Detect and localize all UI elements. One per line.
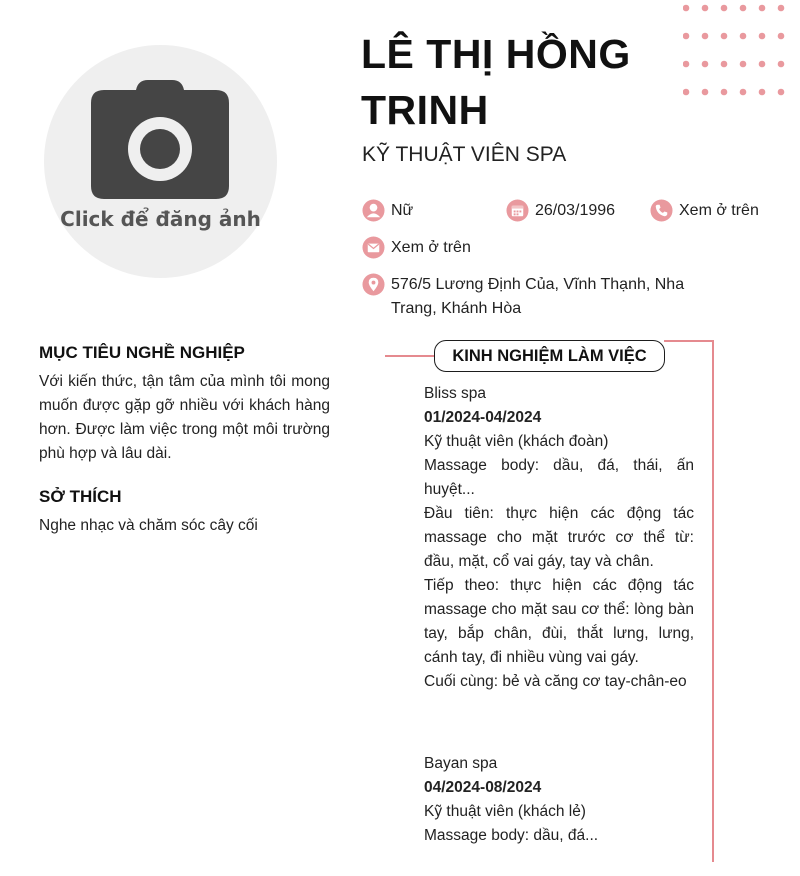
divider-line [664,340,714,342]
job-description-line: Tiếp theo: thực hiện các động tác massage cho mặt sau cơ thể: lòng bàn tay, bắp chân, đùi, thắt lưng, lưng, cánh tay, đi nhiều vùng vai gáy. [424,577,694,666]
experience-heading: KINH NGHIỆM LÀM VIỆC [434,340,665,372]
phone-icon [650,199,673,222]
birthday-value: 26/03/1996 [535,202,616,219]
experience-entry [424,752,694,848]
gender-value: Nữ [391,202,414,219]
job-description-line: Cuối cùng: bẻ và căng cơ tay-chân-eo [424,673,687,690]
job-period: 04/2024-08/2024 [424,779,542,796]
photo-upload-area[interactable] [44,45,277,278]
experience-entry [424,382,694,694]
objective-text: Với kiến thức, tận tâm của mình tôi mong muốn được gặp gỡ nhiều với khách hàng hơn. Được làm việc trong một môi trường phù hợp và lâu dài. [39,373,330,462]
decorative-dot-grid [683,4,793,100]
divider-line [712,340,714,862]
candidate-name: LÊ THỊ HỒNG TRINH [361,31,631,133]
job-role: Kỹ thuật viên (khách đoàn) [424,433,609,450]
divider-line [385,355,435,357]
hobbies-heading: SỞ THÍCH [39,487,122,506]
job-description-line: Đầu tiên: thực hiện các động tác massage cho mặt trước cơ thể từ: đầu, mặt, cổ vai gáy, tay và chân. [424,505,694,570]
job-role: Kỹ thuật viên (khách lẻ) [424,803,586,820]
company-name: Bayan spa [424,755,498,772]
objective-heading: MỤC TIÊU NGHỀ NGHIỆP [39,343,245,362]
job-description-line: Massage body: dầu, đá, thái, ấn huyệt... [424,457,694,498]
camera-icon [90,78,230,200]
job-description-line: Massage body: dầu, đá... [424,827,599,844]
location-pin-icon [362,273,385,296]
email-value: Xem ở trên [391,239,471,256]
job-period: 01/2024-04/2024 [424,409,542,426]
job-title: KỸ THUẬT VIÊN SPA [362,143,567,166]
user-icon [362,199,385,222]
phone-value: Xem ở trên [679,202,759,219]
calendar-icon [506,199,529,222]
photo-upload-hint: Click để đăng ảnh [60,207,261,231]
hobbies-text: Nghe nhạc và chăm sóc cây cối [39,517,258,534]
mail-icon [362,236,385,259]
company-name: Bliss spa [424,385,487,402]
address-value: 576/5 Lương Định Của, Vĩnh Thạnh, Nha Trang, Khánh Hòa [391,276,685,317]
